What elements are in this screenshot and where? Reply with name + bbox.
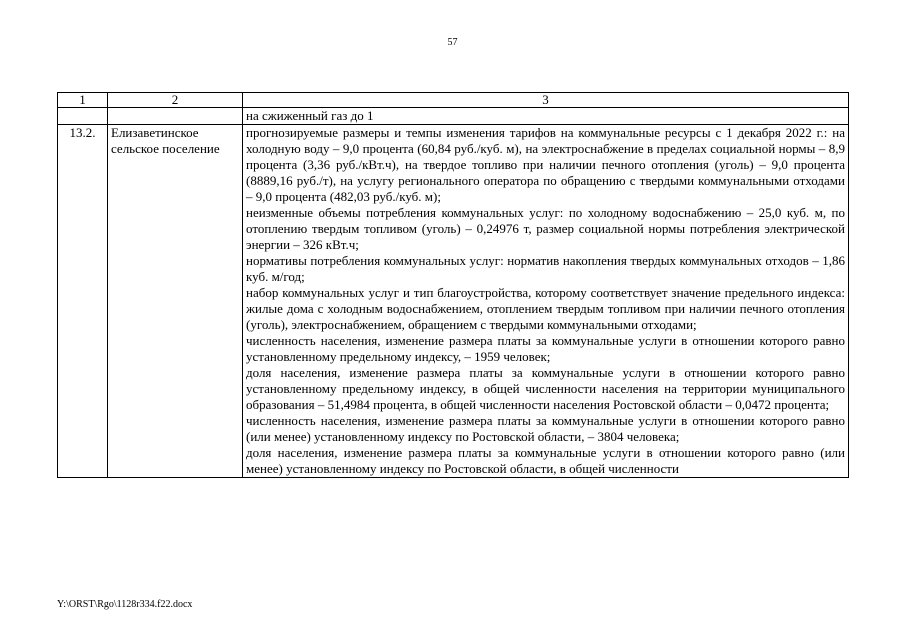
paragraph-population-share-regional: доля населения, изменение размера платы за коммунальные услуги в отношении которого равно (или менее) установленному индексу по Ростовской области, в общей численности bbox=[246, 445, 845, 476]
continuation-row bbox=[58, 108, 849, 125]
table-row bbox=[58, 125, 849, 478]
column-header-2: 2 bbox=[108, 93, 243, 108]
document-table bbox=[57, 92, 849, 478]
paragraph-population-limit: численность населения, изменение размера платы за коммунальные услуги в отношении которого равно установленному предельному индексу, – 1959 человек; bbox=[246, 333, 845, 364]
column-header-3: 3 bbox=[243, 93, 849, 108]
paragraph-tariffs: прогнозируемые размеры и темпы изменения тарифов на коммунальные ресурсы с 1 декабря 2022 г.: на холодную воду – 9,0 процента (60,84 руб./куб. м), на электроснабжение в пределах социальной нормы – 8,9 процента (3,36 руб./кВт.ч), на твердое топливо при наличии печного отопления (уголь) – 9,0 процента (8889,16 руб./т), на услугу регионального оператора по обращению с твердыми коммунальными отходами – 9,0 процента (482,03 руб./куб. м); bbox=[246, 125, 845, 204]
paragraph-population-regional: численность населения, изменение размера платы за коммунальные услуги в отношении которого равно (или менее) установленному индексу по Ростовской области, – 3804 человека; bbox=[246, 413, 845, 444]
paragraph-population-share-limit: доля населения, изменение размера платы за коммунальные услуги в отношении которого равно установленному предельному индексу, в общей численности населения на территории муниципального образования – 51,4984 процента, в общей численности населения Ростовской области – 0,0472 процента; bbox=[246, 365, 845, 412]
continuation-text: на сжиженный газ до 1 bbox=[243, 108, 849, 125]
continuation-num-cell bbox=[58, 108, 108, 125]
paragraph-services-set: набор коммунальных услуг и тип благоустройства, которому соответствует значение предельного индекса: жилые дома с холодным водоснабжением, отоплением твердым топливом при наличии печного отопления (уголь), электроснабжением, обращением с твердыми коммунальными отходами; bbox=[246, 285, 845, 332]
paragraph-volumes: неизменные объемы потребления коммунальных услуг: по холодному водоснабжению – 25,0 куб. м, по отоплению твердым топливом (уголь) – 0,24976 т, размер социальной нормы потребления электрической энергии – 326 кВт.ч; bbox=[246, 205, 845, 252]
row-content bbox=[243, 125, 849, 478]
footer-file-path: Y:\ORST\Rgo\1128r334.f22.docx bbox=[57, 599, 193, 610]
paragraph-norms: нормативы потребления коммунальных услуг: норматив накопления твердых коммунальных отходов – 1,86 куб. м/год; bbox=[246, 253, 845, 284]
municipality-name: Елизаветинское сельское поселение bbox=[108, 125, 243, 478]
continuation-name-cell bbox=[108, 108, 243, 125]
column-header-1: 1 bbox=[58, 93, 108, 108]
page-number: 57 bbox=[447, 37, 458, 48]
row-number: 13.2. bbox=[58, 125, 108, 478]
table-header-row bbox=[58, 93, 849, 108]
